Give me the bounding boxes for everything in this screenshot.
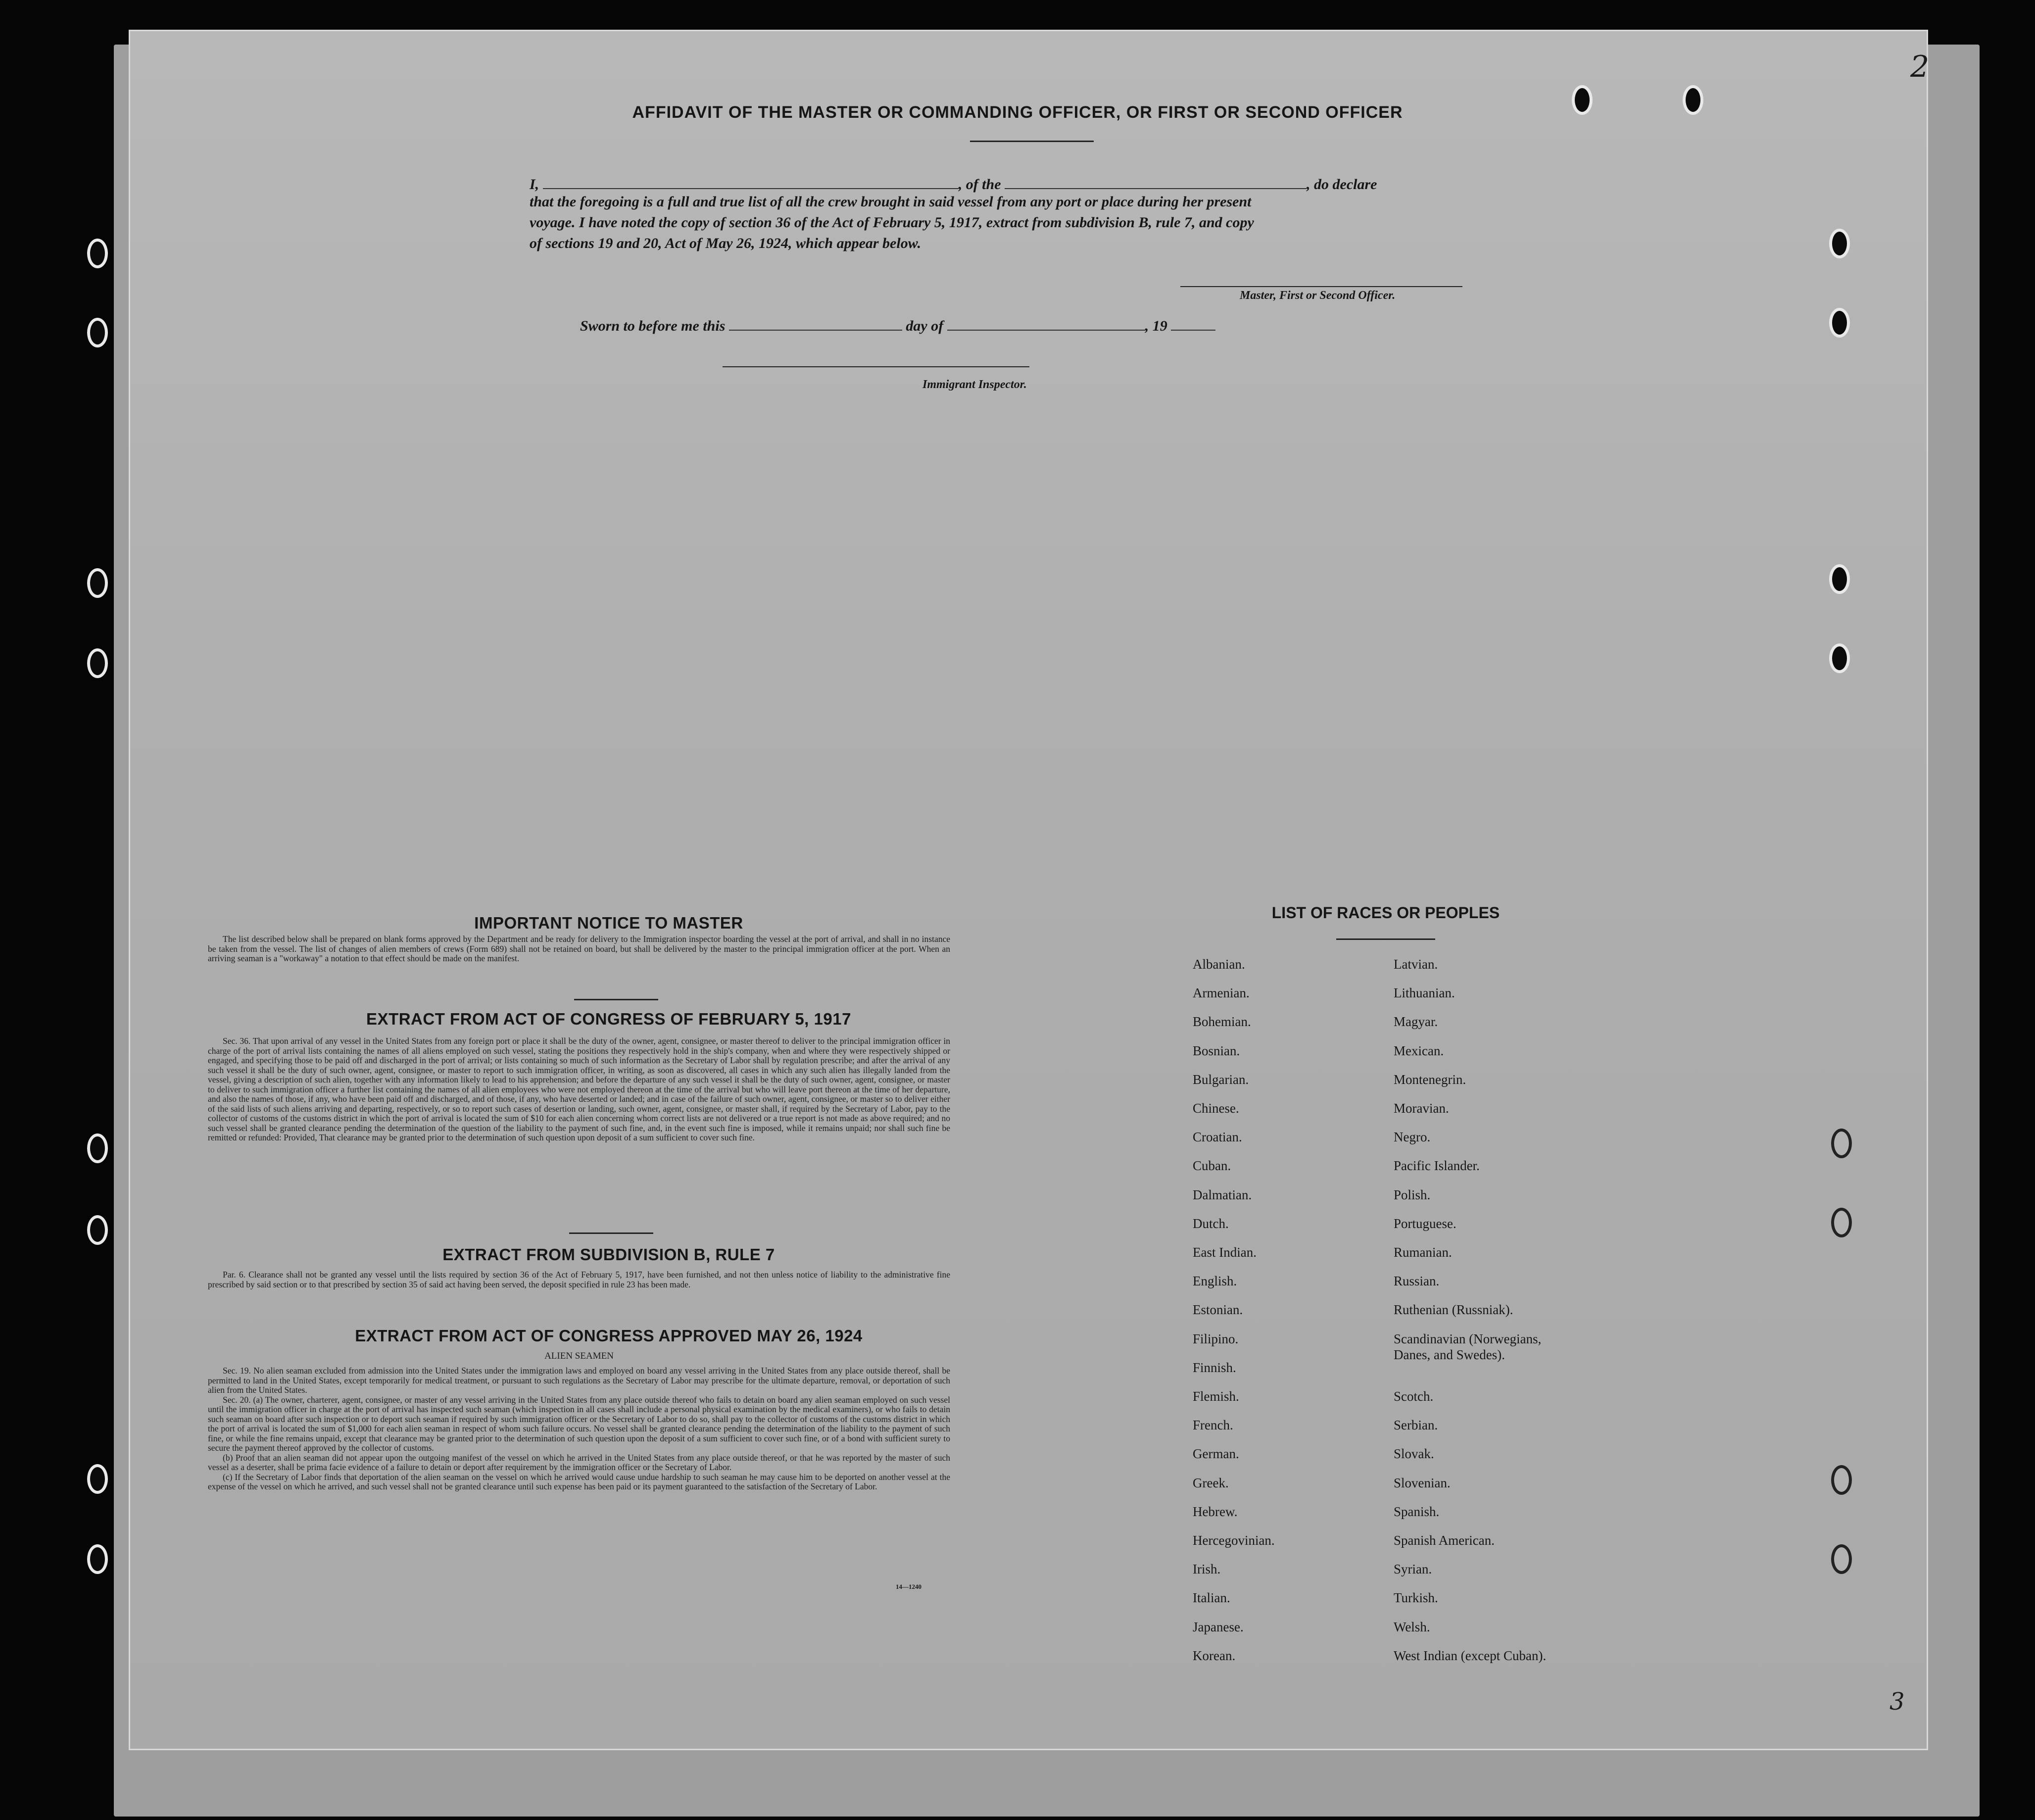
race-item: Scotch.	[1394, 1389, 1434, 1404]
binder-hole	[87, 318, 108, 347]
binder-hole	[87, 239, 108, 268]
inspector-signature-line	[723, 366, 1029, 367]
notice-title: IMPORTANT NOTICE TO MASTER	[474, 914, 743, 932]
race-item: Slovenian.	[1394, 1475, 1451, 1490]
race-item: Greek.	[1193, 1475, 1229, 1490]
page-number-mark: 2	[1910, 49, 1930, 84]
race-item: Moravian.	[1394, 1101, 1449, 1116]
race-item: Filipino.	[1193, 1331, 1239, 1346]
race-item: Scandinavian (Norwegians, Danes, and Swedes).	[1394, 1331, 1542, 1362]
day-of-label: day of	[906, 318, 944, 334]
extract-1924-title: EXTRACT FROM ACT OF CONGRESS APPROVED MAY 26, 1924	[355, 1327, 863, 1345]
notice-paragraph: The list described below shall be prepared on blank forms approved by the Department and be ready for delivery to the Immigration inspector boarding the vessel at the port of arrival, and shall in no instance be taken from the vessel. The list of changes of alien members of crews (Form 689) shall not be retained on board, but shall be delivered by the master to the principal immigration officer at the port. When an arriving seaman is a "workaway" a notation to that effect should be made on the manifest.	[208, 934, 950, 963]
binder-hole	[1829, 643, 1850, 673]
vessel-blank	[1005, 173, 1307, 189]
race-item: Bohemian.	[1193, 1014, 1251, 1030]
race-item: Hercegovinian.	[1193, 1533, 1275, 1548]
binder-hole	[87, 1464, 108, 1494]
extract-rule7-title: EXTRACT FROM SUBDIVISION B, RULE 7	[442, 1245, 775, 1264]
sworn-day-blank	[729, 315, 902, 331]
affidavit-title: AFFIDAVIT OF THE MASTER OR COMMANDING OFFICER, OR FIRST OR SECOND OFFICER	[632, 103, 1403, 122]
race-item: East Indian.	[1193, 1245, 1257, 1260]
binder-hole	[1829, 564, 1850, 594]
race-item: Spanish American.	[1394, 1533, 1495, 1548]
race-item: Negro.	[1394, 1130, 1431, 1145]
race-item: Spanish.	[1394, 1504, 1440, 1519]
do-declare-label: , do declare	[1307, 176, 1377, 193]
race-item: Estonian.	[1193, 1302, 1243, 1318]
race-item: Lithuanian.	[1394, 985, 1455, 1001]
binder-hole	[1831, 1208, 1852, 1237]
binder-hole	[1831, 1544, 1852, 1574]
race-item: Serbian.	[1394, 1418, 1438, 1433]
sworn-label: Sworn to before me this	[580, 318, 726, 334]
race-item: West Indian (except Cuban).	[1394, 1648, 1547, 1663]
extract-1917-text	[208, 1036, 950, 1143]
race-item: Magyar.	[1394, 1014, 1438, 1030]
binder-hole	[1829, 308, 1850, 338]
race-item: Dutch.	[1193, 1216, 1229, 1231]
race-item: Japanese.	[1193, 1619, 1244, 1634]
race-item: Pacific Islander.	[1394, 1158, 1480, 1174]
sec-20c-paragraph: (c) If the Secretary of Labor finds that deportation of the alien seaman on the vessel on which he arrived would cause undue hardship to such seaman he may cause him to be deported on another vessel at the expense of the vessel on which he arrived, and such vessel shall not be granted clearance until such expense has been paid or its payment guaranteed to the satisfaction of the Secretary of Labor.	[208, 1472, 950, 1491]
sec-20b-paragraph: (b) Proof that an alien seaman did not appear upon the outgoing manifest of the vessel on which he arrived in the United States from any place outside thereof, or that he was reported by the master of such vessel as a deserter, shall be prima facie evidence of a failure to detain or deport after requirement by the immigration officer or the Secretary of Labor.	[208, 1452, 950, 1472]
par-6-paragraph: Par. 6. Clearance shall not be granted any vessel until the lists required by section 36 of the Act of February 5, 1917, have been furnished, and not then unless notice of liability to the administrative fine prescribed by said section or to that prescribed by section 35 of said act having been served, the deposit specified in rule 23 has been made.	[208, 1270, 950, 1289]
binder-hole	[87, 1215, 108, 1245]
race-item: Latvian.	[1394, 957, 1438, 972]
race-item: Cuban.	[1193, 1158, 1231, 1174]
affidavit-line-4: of sections 19 and 20, Act of May 26, 1924, which appear below.	[530, 235, 921, 251]
extract-1924-text	[208, 1366, 950, 1492]
race-item: Mexican.	[1394, 1043, 1444, 1058]
affidavit-line-2: that the foregoing is a full and true list of all the crew brought in said vessel from any port or place during her present	[530, 194, 1252, 210]
binder-hole	[87, 1544, 108, 1574]
race-item: Flemish.	[1193, 1389, 1239, 1404]
alien-seamen-subtitle: ALIEN SEAMEN	[544, 1351, 614, 1361]
divider	[574, 999, 658, 1000]
year-blank	[1171, 315, 1215, 331]
binder-hole	[1831, 1129, 1852, 1158]
divider	[569, 1232, 653, 1234]
master-label: Master, First or Second Officer.	[1240, 289, 1396, 302]
race-item: Albanian.	[1193, 957, 1245, 972]
race-item: Bulgarian.	[1193, 1072, 1249, 1087]
race-item: Slovak.	[1394, 1446, 1434, 1462]
form-serial: 14—1240	[896, 1583, 921, 1590]
sworn-month-blank	[947, 315, 1145, 331]
corner-number: 3	[1890, 1688, 1905, 1716]
notice-text	[208, 935, 950, 964]
binder-hole	[1829, 229, 1850, 258]
race-item: Dalmatian.	[1193, 1187, 1252, 1202]
race-item: Armenian.	[1193, 985, 1250, 1001]
sworn-line	[580, 315, 1322, 337]
sec-19-paragraph: Sec. 19. No alien seaman excluded from admission into the United States under the immigration laws and employed on board any vessel arriving in the United States from any place outside thereof, shall be permitted to land in the United States, except temporarily for medical treatment, or pursuant to such regulations as the Secretary of Labor may prescribe for the ultimate departure, removal, or deportation of such alien from the United States.	[208, 1366, 950, 1395]
race-item: French.	[1193, 1418, 1233, 1433]
sec-36-paragraph: Sec. 36. That upon arrival of any vessel in the United States from any foreign port or place it shall be the duty of the owner, agent, consignee, or master thereof to deliver to the principal immigration officer in charge of the port of arrival lists containing the names of all aliens employed on such vessel, stating the positions they respectively hold in the ship's company, when and where they were respectively shipped or engaged, and specifying those to be paid off and discharged in the port of arrival; or lists containing so much of such information as the Secretary of Labor shall by regulation prescribe; and after the arrival of any such vessel it shall be the duty of such owner, agent, consignee, or master to report to such immigration officer, in writing, as soon as discovered, all cases in which any such alien has illegally landed from the vessel, giving a description of such alien, together with any information likely to lead to his apprehension; and before the departure of any such vessel it shall be the duty of such owner, agent, consignee, or master to deliver to such immigration officer a further list containing the names of all alien employees who were not employed thereon at the time of the arrival but who will leave port thereon at the time of her departure, and also the names of those, if any, who have been paid off and discharged, and of those, if any, who have deserted or landed; and in case of the failure of such owner, agent, consignee, or master so to deliver either of the said lists of such aliens arriving and departing, respectively, or so to report such cases of desertion or landing, such owner, agent, consignee, or master shall, if required by the Secretary of Labor, pay to the collector of customs of the customs district in which the port of arrival is located the sum of $10 for each alien concerning whom correct lists are not delivered or a true report is not made as above required; and no such vessel shall be granted clearance pending the determination of the question of the liability to the payment of such fine, and, in the event such fine is imposed, while it remains unpaid; nor shall such fine be remitted or refunded: Provided, That clearance may be granted prior to the determination of such question upon deposit of a sum sufficient to cover such fine.	[208, 1036, 950, 1142]
inspector-label: Immigrant Inspector.	[922, 378, 1027, 391]
race-item: German.	[1193, 1446, 1239, 1462]
race-item: Irish.	[1193, 1562, 1221, 1577]
race-item: Syrian.	[1394, 1562, 1432, 1577]
affidavit-line-3: voyage. I have noted the copy of section 36 of the Act of February 5, 1917, extract from subdivision B, rule 7, and copy	[530, 214, 1254, 231]
race-item: Portuguese.	[1394, 1216, 1456, 1231]
i-label: I,	[530, 176, 539, 193]
sec-20a-paragraph: Sec. 20. (a) The owner, charterer, agent, consignee, or master of any vessel arriving in the United States from any place outside thereof who fails to detain on board any alien seaman employed on such vessel until the immigration officer in charge at the port of arrival has inspected such seaman (which inspection in all cases shall include a personal physical examination by the medical examiners), or who fails to detain such seaman on board after such inspection or to deport such seaman if required by such immigration officer or the Secretary of Labor to do so, shall pay to the collector of customs of the customs district in which the port of arrival is located the sum of $1,000 for each alien seaman in respect of whom such failure occurs. No vessel shall be granted clearance pending the determination of the liability to the payment of such fine, or while the fine remains unpaid, except that clearance may be granted prior to the determination of such question upon the deposit of a sum sufficient to cover such fine, or of a bond with sufficient surety to secure the payment thereof approved by the collector of customs.	[208, 1394, 950, 1453]
race-item: Polish.	[1394, 1187, 1431, 1202]
race-item: Montenegrin.	[1394, 1072, 1466, 1087]
race-item: Bosnian.	[1193, 1043, 1240, 1058]
year-label: , 19	[1145, 318, 1167, 334]
race-item: Turkish.	[1394, 1590, 1438, 1606]
race-item: Korean.	[1193, 1648, 1236, 1663]
extract-1917-title: EXTRACT FROM ACT OF CONGRESS OF FEBRUARY 5, 1917	[366, 1010, 851, 1028]
divider	[970, 141, 1094, 142]
race-item: Rumanian.	[1394, 1245, 1452, 1260]
race-item: Italian.	[1193, 1590, 1230, 1606]
race-item: Ruthenian (Russniak).	[1394, 1302, 1513, 1318]
race-item: English.	[1193, 1274, 1237, 1289]
races-title: LIST OF RACES OR PEOPLES	[1271, 904, 1500, 922]
binder-hole	[87, 648, 108, 678]
master-signature-line	[1180, 286, 1462, 287]
race-item: Welsh.	[1394, 1619, 1430, 1634]
name-blank	[543, 173, 959, 189]
manifest-page	[129, 30, 1928, 1750]
race-item: Hebrew.	[1193, 1504, 1238, 1519]
extract-rule7-text	[208, 1270, 950, 1289]
binder-hole	[87, 1133, 108, 1163]
race-item: Finnish.	[1193, 1360, 1236, 1375]
binder-hole	[87, 568, 108, 598]
binder-hole	[1831, 1465, 1852, 1495]
race-item: Chinese.	[1193, 1101, 1239, 1116]
divider	[1336, 938, 1435, 940]
race-item: Croatian.	[1193, 1130, 1242, 1145]
of-the-label: , of the	[958, 176, 1001, 193]
race-item: Russian.	[1394, 1274, 1440, 1289]
